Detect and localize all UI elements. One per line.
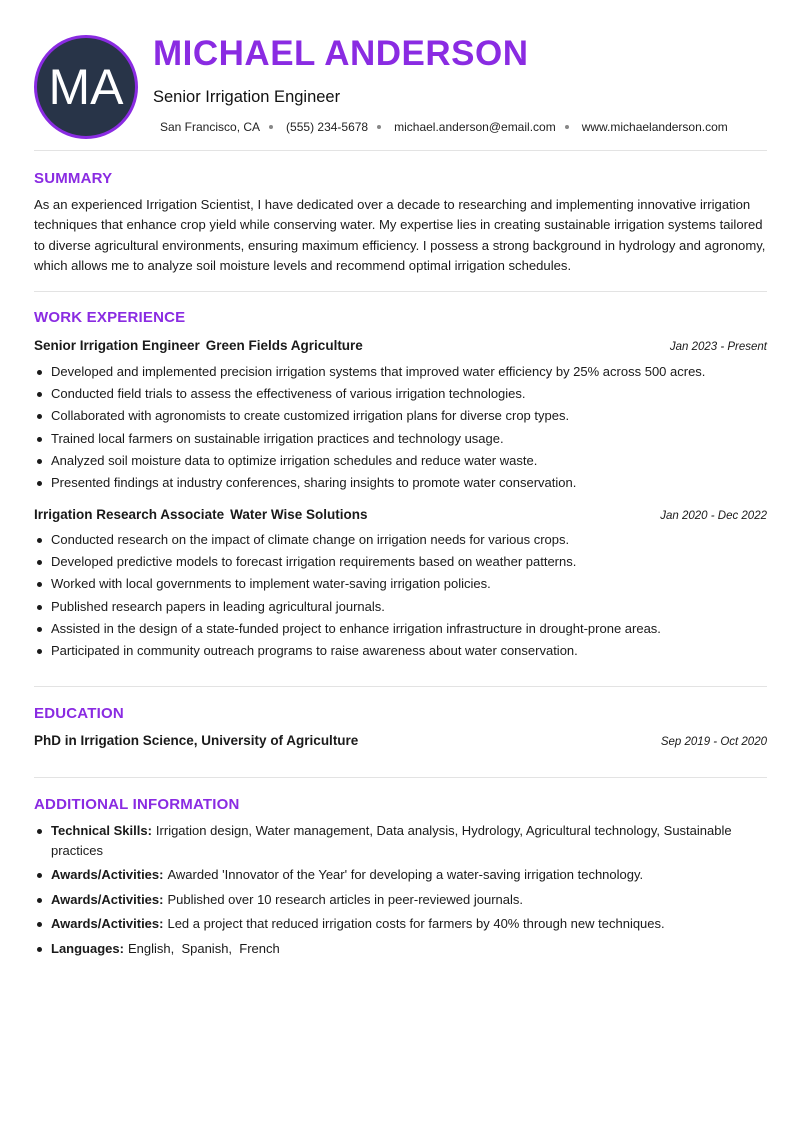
list-item: Trained local farmers on sustainable irrigation practices and technology usage. — [34, 428, 769, 450]
divider — [34, 291, 767, 292]
list-item: Conducted research on the impact of climate change on irrigation needs for various crops. — [34, 529, 769, 551]
list-item — [34, 890, 769, 910]
list-item: Developed and implemented precision irrigation systems that improved water efficiency by 25% across 500 acres. — [34, 361, 769, 383]
education-dates: Sep 2019 - Oct 2020 — [660, 736, 767, 748]
job-bullets — [34, 529, 769, 662]
education-entry — [34, 733, 767, 748]
additional-info-list — [34, 821, 769, 963]
list-item — [34, 914, 769, 934]
list-item — [34, 865, 769, 885]
list-item: Worked with local governments to implement water-saving irrigation policies. — [34, 573, 769, 595]
job-title: Senior Irrigation Engineer — [153, 88, 341, 106]
job-role-line — [34, 338, 363, 353]
job-role-line — [34, 507, 367, 522]
avatar — [34, 35, 138, 139]
education-degree: PhD in Irrigation Science, University of Agriculture — [34, 733, 359, 748]
summary-heading: SUMMARY — [34, 170, 113, 187]
info-label: Languages: — [51, 940, 124, 956]
education-heading: EDUCATION — [34, 705, 124, 722]
job-role: Senior Irrigation Engineer — [34, 338, 200, 353]
job-company: Green Fields Agriculture — [205, 338, 363, 353]
list-item — [34, 821, 769, 860]
divider — [34, 777, 767, 778]
list-item: Published research papers in leading agricultural journals. — [34, 596, 769, 618]
contact-email: michael.anderson@email.com — [394, 120, 556, 134]
info-text: English, Spanish, French — [127, 940, 280, 956]
info-label: Awards/Activities: — [51, 867, 164, 882]
list-item: Presented findings at industry conferences, sharing insights to promote water conservation. — [34, 472, 769, 494]
list-item — [34, 939, 769, 959]
info-label: Awards/Activities: — [51, 916, 164, 931]
job-header — [34, 507, 767, 522]
job-dates: Jan 2023 - Present — [669, 341, 767, 353]
additional-info-heading: ADDITIONAL INFORMATION — [34, 796, 240, 813]
info-text: Irrigation design, Water management, Data analysis, Hydrology, Agricultural technology, Sustainable practices — [51, 823, 732, 858]
separator-dot — [377, 125, 381, 129]
list-item: Assisted in the design of a state-funded project to enhance irrigation infrastructure in drought-prone areas. — [34, 618, 769, 640]
separator-dot — [269, 125, 273, 129]
contact-location: San Francisco, CA — [160, 120, 261, 134]
separator-dot — [565, 125, 569, 129]
job-header — [34, 338, 767, 353]
work-experience-heading: WORK EXPERIENCE — [34, 309, 186, 326]
contact-line — [160, 120, 728, 134]
list-item: Developed predictive models to forecast irrigation requirements based on weather patterns. — [34, 551, 769, 573]
summary-text: As an experienced Irrigation Scientist, I have dedicated over a decade to researching and implementing innovative irrigation techniques that enhance crop yield while conserving water. My expertise lies in creating sustainable irrigation systems tailored to diverse agricultural environments, ensuring maximum efficiency. I possess a strong background in hydrology and agronomy, which allows me to analyze soil moisture levels and recommend optimal irrigation schedules. — [34, 197, 766, 273]
job-company: Water Wise Solutions — [230, 507, 368, 522]
info-label: Technical Skills: — [51, 823, 152, 838]
list-item: Collaborated with agronomists to create customized irrigation plans for diverse crop types. — [34, 405, 769, 427]
list-item: Analyzed soil moisture data to optimize irrigation schedules and reduce water waste. — [34, 450, 769, 472]
list-item: Participated in community outreach programs to raise awareness about water conservation. — [34, 640, 769, 662]
list-item: Conducted field trials to assess the effectiveness of various irrigation technologies. — [34, 383, 769, 405]
job-dates: Jan 2020 - Dec 2022 — [660, 510, 767, 522]
contact-website: www.michaelanderson.com — [581, 120, 728, 134]
info-text: Awarded 'Innovator of the Year' for developing a water-saving irrigation technology. — [167, 867, 644, 882]
info-label: Awards/Activities: — [51, 891, 164, 907]
job-role: Irrigation Research Associate — [34, 507, 225, 522]
contact-phone: (555) 234-5678 — [286, 120, 369, 134]
info-text: Published over 10 research articles in peer-reviewed journals. — [167, 891, 523, 907]
avatar-initials: MA — [48, 59, 124, 115]
divider — [34, 150, 767, 151]
info-text: Led a project that reduced irrigation costs for farmers by 40% through new techniques. — [167, 916, 665, 931]
candidate-name: MICHAEL ANDERSON — [153, 34, 529, 73]
divider — [34, 686, 767, 687]
job-bullets — [34, 361, 769, 494]
